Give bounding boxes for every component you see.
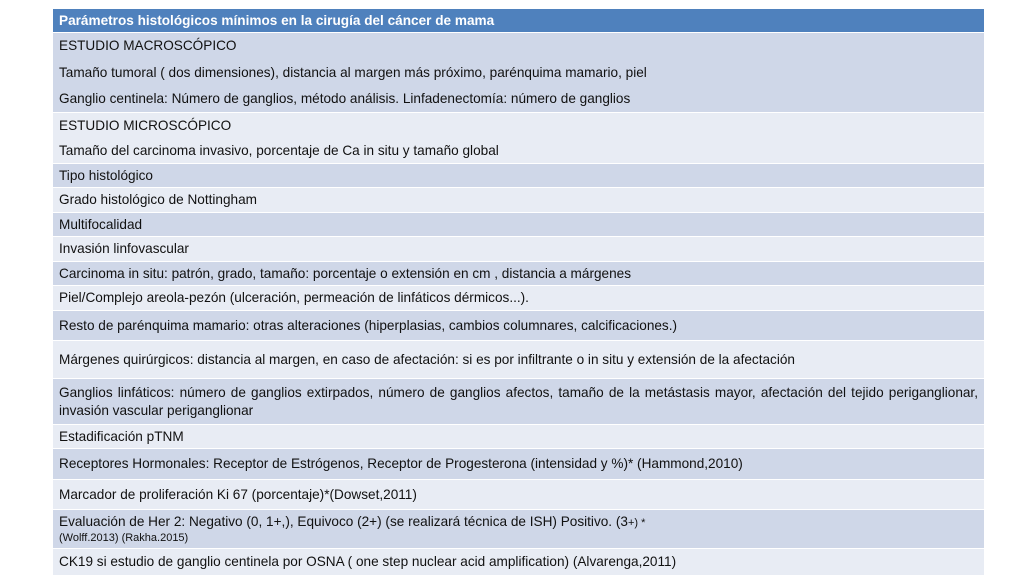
her2-main-text: Evaluación de Her 2: Negativo (0, 1+,), Equivoco (2+) (se realizará técnica de ISH) Positivo. (3 — [59, 514, 628, 530]
ck19-osna: CK19 si estudio de ganglio centinela por OSNA ( one step nuclear acid amplification) (Alvarenga,2011) — [59, 554, 677, 570]
table-row — [53, 341, 984, 379]
table-row — [53, 237, 984, 262]
receptores-hormonales: Receptores Hormonales: Receptor de Estrógenos, Receptor de Progesterona (intensidad y %)* (Hammond,2010) — [59, 456, 743, 472]
table-row — [53, 188, 984, 213]
table-row — [53, 480, 984, 510]
table-row — [53, 213, 984, 237]
table-row — [53, 425, 984, 449]
margenes-quirurgicos: Márgenes quirúrgicos: distancia al margen, en caso de afectación: si es por infiltrante o in situ y extensión de la afectación — [59, 351, 795, 367]
her2-score-suffix: +) * — [627, 517, 646, 530]
macro-section-row — [53, 33, 984, 113]
histology-parameters-table — [53, 9, 984, 576]
macro-line-1: Tamaño tumoral ( dos dimensiones), distancia al margen más próximo, parénquima mamario, piel — [59, 64, 647, 80]
table-row — [53, 311, 984, 341]
table-header — [53, 9, 984, 33]
multifocalidad: Multifocalidad — [59, 216, 143, 232]
piel-complejo-areola: Piel/Complejo areola-pezón (ulceración, permeación de linfáticos dérmicos...). — [59, 290, 529, 306]
table-title: Parámetros histológicos mínimos en la cirugía del cáncer de mama — [59, 12, 495, 28]
micro-section-row — [53, 113, 984, 164]
her2-evaluation — [59, 513, 978, 530]
resto-parenquima: Resto de parénquima mamario: otras alteraciones (hiperplasias, cambios columnares, calcificaciones.) — [59, 317, 678, 333]
micro-title: ESTUDIO MICROSCÓPICO — [59, 117, 232, 133]
micro-line-1: Tamaño del carcinoma invasivo, porcentaje de Ca in situ y tamaño global — [59, 142, 499, 158]
table-row — [53, 549, 984, 576]
grado-histologico: Grado histológico de Nottingham — [59, 192, 257, 208]
macro-title: ESTUDIO MACROSCÓPICO — [59, 38, 237, 54]
table-row — [53, 262, 984, 286]
macro-line-2: Ganglio centinela: Número de ganglios, método análisis. Linfadenectomía: número de ganglios — [59, 91, 631, 107]
table-row — [53, 286, 984, 311]
table-row — [53, 164, 984, 188]
tipo-histologico: Tipo histológico — [59, 167, 153, 183]
marcador-ki67: Marcador de proliferación Ki 67 (porcentaje)*(Dowset,2011) — [59, 486, 417, 502]
ganglios-linfaticos: Ganglios linfáticos: número de ganglios extirpados, número de ganglios afectos, tamaño de la metástasis mayor, afectación del tejido periganglionar, invasión vascular periganglionar — [59, 385, 978, 418]
her2-references: (Wolff.2013) (Rakha.2015) — [59, 531, 189, 544]
table-row — [53, 510, 984, 549]
table-row — [53, 379, 984, 425]
table-row — [53, 449, 984, 480]
carcinoma-in-situ: Carcinoma in situ: patrón, grado, tamaño: porcentaje o extensión en cm , distancia a márgenes — [59, 265, 632, 281]
invasion-linfovascular: Invasión linfovascular — [59, 241, 189, 257]
estadificacion-ptnm: Estadificación pTNM — [59, 428, 184, 444]
